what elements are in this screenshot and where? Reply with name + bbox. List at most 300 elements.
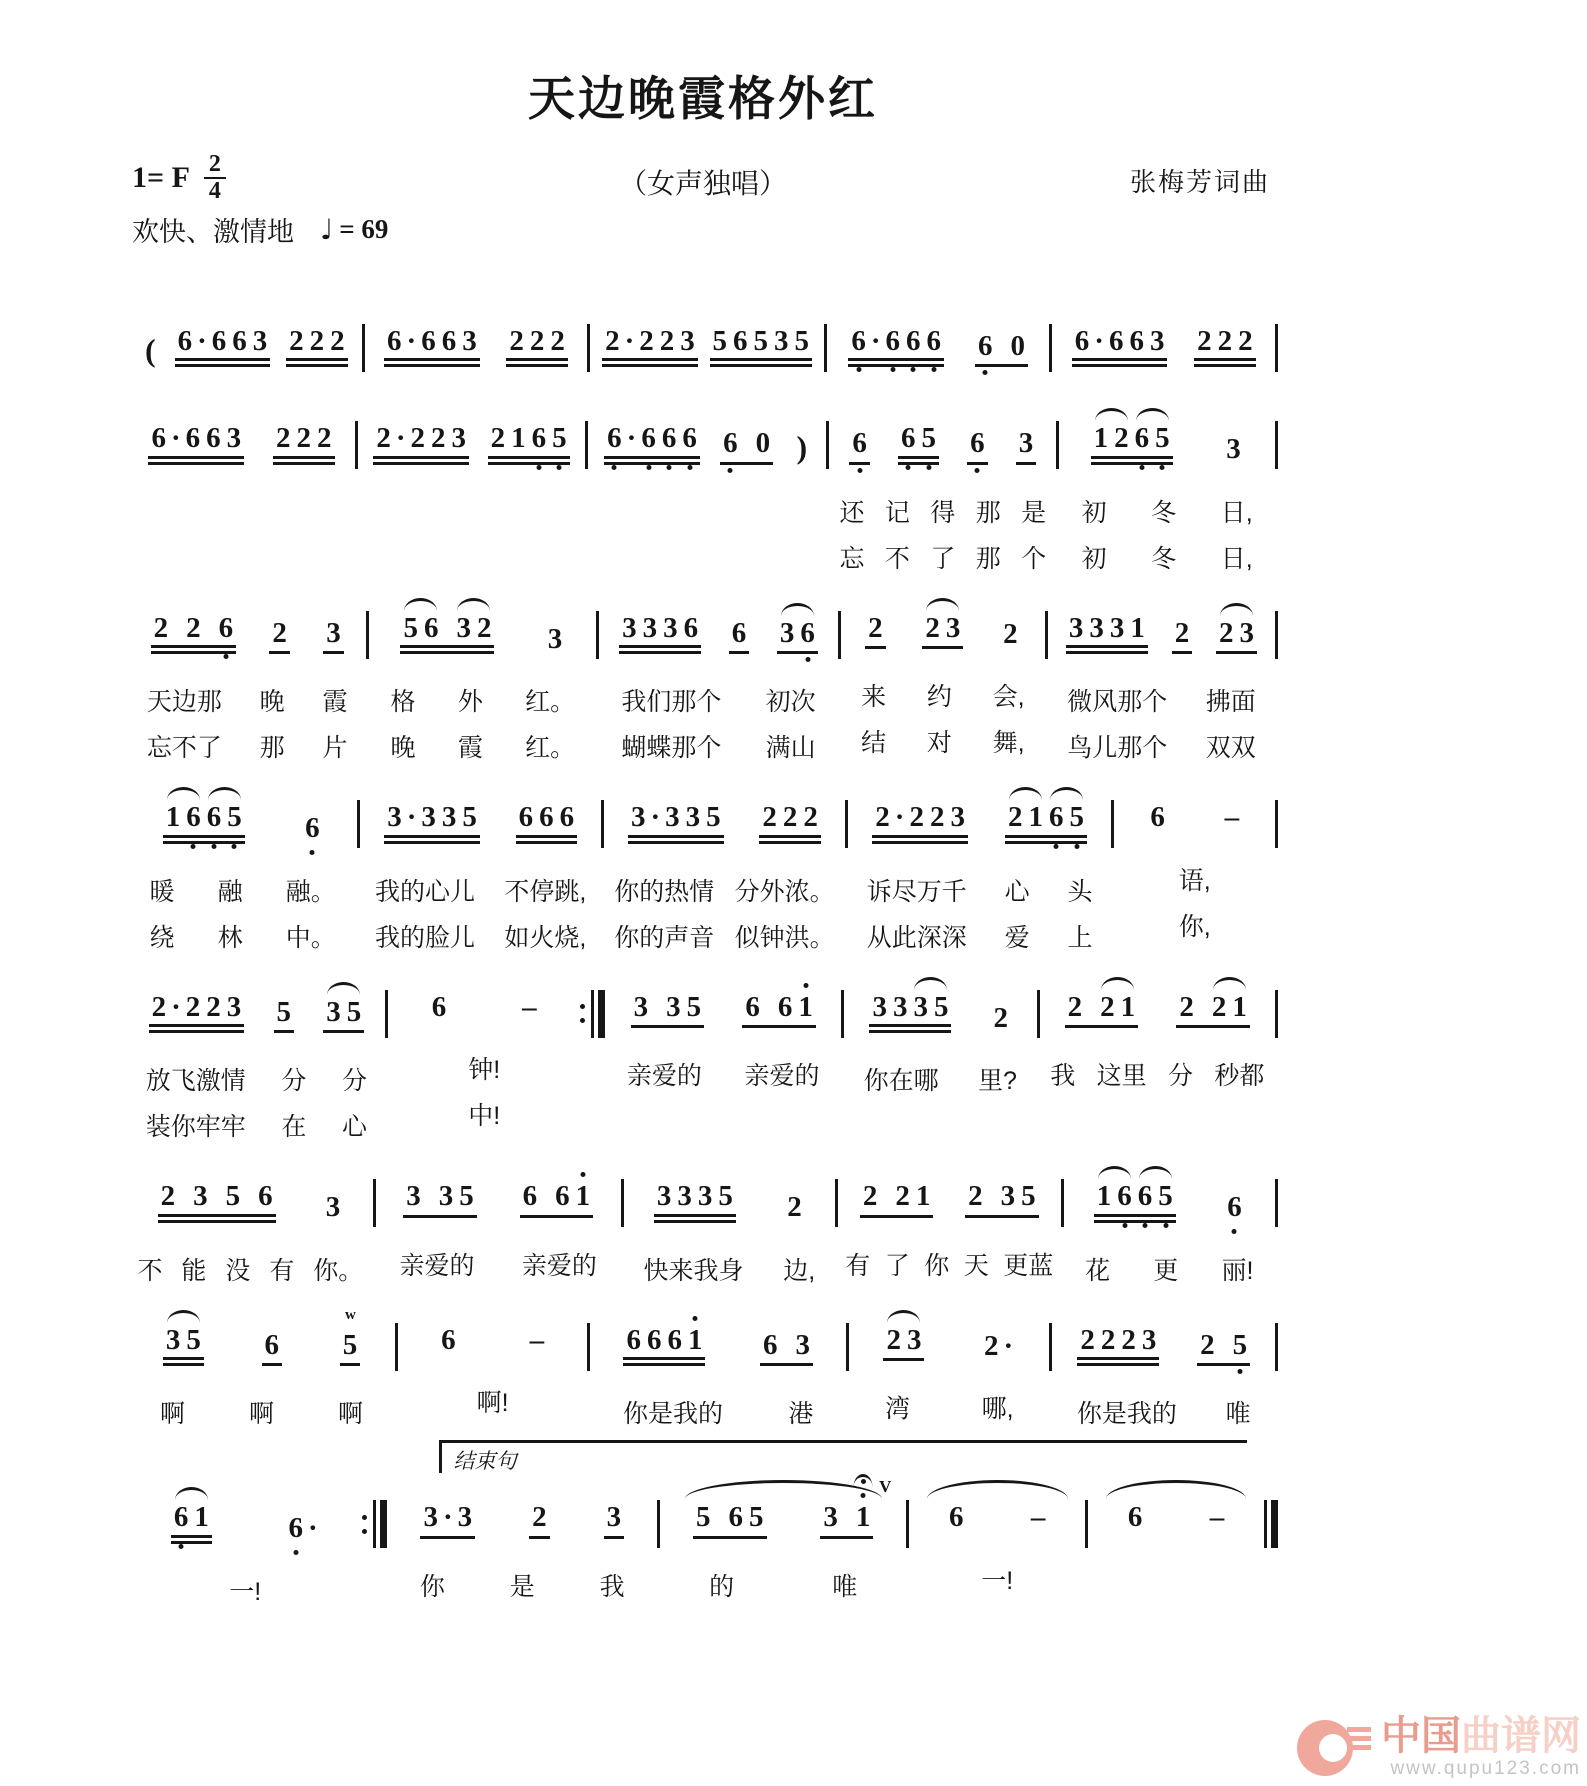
note: 3 [325, 1191, 341, 1224]
barline [362, 1500, 387, 1548]
note: 5 [462, 801, 477, 834]
note: 2 [160, 1180, 176, 1213]
measure-notes [360, 776, 601, 861]
system [128, 776, 1278, 953]
measure [599, 587, 837, 764]
note: 1 [1093, 422, 1109, 455]
note-beam-group [323, 997, 364, 1033]
note: 2 [1100, 1323, 1116, 1356]
note: 6 [949, 1501, 964, 1534]
note: 6 [728, 1501, 744, 1534]
note: 6 [745, 990, 760, 1023]
note: 2 [532, 1501, 547, 1534]
measure [1048, 587, 1275, 764]
note-beam-group [175, 326, 271, 361]
lyric-syllable: 的 [709, 1572, 735, 1601]
note-group [793, 431, 810, 465]
note: · [406, 325, 417, 357]
lyric-syllable: 中。 [285, 923, 336, 952]
measure-notes [1114, 776, 1275, 850]
note-group [269, 618, 290, 654]
note-beam-group [1094, 1181, 1176, 1216]
measure-notes [909, 1476, 1085, 1550]
measure-notes [590, 1299, 846, 1384]
composer-credit: 张梅芳词曲 [1129, 167, 1270, 197]
lyric-syllable: 我的脸儿 [374, 923, 475, 952]
note: 6 [1224, 1192, 1245, 1222]
note: 6 [216, 613, 237, 643]
measure [1064, 1155, 1275, 1286]
barline-thin [1275, 990, 1278, 1038]
lyric-line-2 [1048, 728, 1275, 764]
lyric-syllable: 里? [977, 1067, 1017, 1096]
note [171, 613, 183, 643]
lyric-syllable: 不 [884, 544, 910, 573]
note-beam-group [619, 613, 701, 648]
lyric-syllable: 片 [322, 734, 348, 763]
lyric-syllable: 亲爱的 [399, 1251, 475, 1280]
note: 6 [302, 813, 323, 843]
note: 2 [185, 990, 201, 1023]
note-group [820, 1477, 892, 1538]
note: 2 [984, 1329, 999, 1362]
note: · [197, 325, 207, 357]
measure [844, 966, 1037, 1143]
note-beam-group [149, 992, 245, 1027]
lyric-syllable: 更 [1153, 1256, 1179, 1285]
note: 6 [646, 1323, 662, 1356]
note: 2 [1067, 990, 1083, 1023]
note-group [602, 326, 698, 367]
lyric-syllable: 霞 [322, 688, 348, 717]
note-group [604, 1502, 625, 1538]
quarter-note-icon: ♩ [320, 213, 334, 246]
measure-notes [829, 397, 1056, 482]
note-beam-group [631, 992, 705, 1028]
note: 6 [733, 325, 748, 357]
note: 2 [431, 422, 446, 455]
measure-notes [605, 966, 840, 1046]
brand-name-strong: 中国 [1381, 1714, 1461, 1758]
lyric-syllable: 绕 [149, 923, 175, 952]
note: 6 [431, 990, 447, 1023]
lyric-line-2 [128, 539, 355, 575]
barline [1275, 1179, 1278, 1227]
note-beam-group [488, 423, 570, 458]
watermark-url: www.qupu123.com [1390, 1758, 1581, 1779]
lyric-line-1 [128, 682, 366, 718]
lyric-syllable: 亲爱的 [744, 1062, 820, 1091]
note: 2 [296, 422, 312, 455]
lyric-syllable: 装你牢牢 [145, 1113, 246, 1142]
brand-logo-icon [1297, 1720, 1353, 1776]
tie [1091, 423, 1132, 453]
lyric-line-1 [909, 1561, 1085, 1597]
note-beam-group [163, 1325, 204, 1360]
note: 2 [886, 1323, 901, 1356]
note-group [965, 1181, 1039, 1217]
lyric-line-1 [841, 677, 1045, 713]
lyric-syllable: 上 [1067, 923, 1093, 952]
note: 6 [171, 1502, 192, 1532]
measure-notes [841, 587, 1045, 667]
note: · [442, 1501, 453, 1534]
note: 2 [1238, 325, 1253, 357]
note [1197, 992, 1209, 1022]
lyric-syllable: 初 [1081, 498, 1107, 527]
lyric-syllable: 你是我的 [1076, 1400, 1177, 1429]
lyric-syllable: 不停跳, [504, 877, 587, 906]
note: 3 [421, 801, 436, 834]
note: 6 [204, 802, 225, 832]
ending-bracket [439, 1440, 1247, 1473]
note: 3 [656, 1180, 672, 1213]
measure [128, 1155, 373, 1286]
note-group [323, 1192, 344, 1222]
note-beam-group [946, 1502, 967, 1532]
tie [1005, 802, 1046, 832]
note-beam-group [1072, 326, 1168, 361]
note: 2 [1121, 1323, 1136, 1356]
barline-thin [373, 1500, 376, 1548]
note-beam-group [506, 326, 568, 361]
note-group [340, 1306, 361, 1366]
note: 3 [950, 801, 965, 834]
note: 2 [1080, 1323, 1095, 1356]
lyric-line-2 [848, 918, 1112, 954]
note: 3 [226, 990, 242, 1023]
note-group [991, 1003, 1012, 1033]
note-group [545, 624, 566, 654]
note-beam-group [1066, 613, 1148, 648]
lyric-syllable: 忘 [839, 544, 865, 573]
note: 5 [1152, 423, 1173, 453]
lyric-line-1 [128, 1394, 395, 1430]
note: 6 [258, 1180, 273, 1213]
note-beam-group [323, 1192, 344, 1222]
note-beam-group [1028, 1502, 1049, 1532]
lyric-syllable: 融 [217, 877, 243, 906]
note: 3 [945, 611, 961, 644]
note: 2 [762, 801, 777, 834]
note: 2 [272, 616, 287, 649]
measure-notes [365, 300, 588, 385]
note: 3 [892, 990, 908, 1023]
barline-thin [1275, 800, 1278, 848]
lyric-syllable: 湾 [885, 1395, 911, 1424]
measure-notes [128, 966, 385, 1051]
watermark-text [1381, 1716, 1581, 1780]
tie [883, 1325, 924, 1355]
note: 2 [1174, 616, 1190, 649]
measure-notes [369, 587, 596, 672]
note-beam-group [1077, 1325, 1159, 1360]
measure-notes [376, 1155, 621, 1235]
measure-notes [599, 587, 837, 672]
lyric-syllable: 一! [229, 1577, 262, 1606]
note: 1 [915, 1180, 931, 1213]
note-group [163, 802, 245, 843]
note-group [1072, 326, 1168, 367]
tie [323, 997, 364, 1027]
note: 2 [1197, 325, 1212, 357]
measure-notes [1040, 966, 1275, 1046]
note: 6 [924, 326, 945, 356]
note-beam-group [403, 1181, 477, 1217]
note-group [151, 613, 237, 654]
note: 5 [933, 990, 949, 1023]
note: 1 [685, 1325, 706, 1355]
note-beam-group [302, 813, 323, 843]
barline-thick [380, 1500, 387, 1548]
lyric-syllable: 了 [884, 1251, 910, 1280]
note: 3 [680, 325, 695, 357]
lyric-syllable: 没 [225, 1256, 251, 1285]
measure-notes [1052, 1299, 1275, 1384]
lyric-line-2 [128, 918, 357, 954]
note: 2 [1007, 801, 1023, 834]
lyric-line-2 [599, 728, 837, 764]
note-beam-group [429, 992, 450, 1022]
note-beam-group [1065, 992, 1139, 1028]
note-group [946, 1502, 967, 1532]
lyric-syllable: 蝴蝶那个 [621, 734, 722, 763]
tie [163, 1325, 204, 1355]
breath-mark: V [879, 1477, 892, 1497]
lyric-syllable: 分 [342, 1067, 368, 1096]
note: 6 [720, 428, 741, 458]
barline [580, 990, 605, 1038]
note: 3 [622, 611, 637, 644]
note-group [1125, 1502, 1146, 1532]
lyric-syllable: 啊 [338, 1400, 364, 1429]
lyric-line-1 [605, 1056, 840, 1092]
lyric-syllable: 哪, [981, 1395, 1014, 1424]
tie [163, 802, 204, 832]
note-beam-group [1216, 618, 1257, 654]
lyric-syllable: 这里 [1096, 1062, 1147, 1091]
lyric-syllable: 边, [783, 1256, 816, 1285]
measure [1114, 776, 1275, 942]
note: 6 [1074, 325, 1090, 357]
note: 6 [264, 1328, 280, 1361]
tie [922, 613, 963, 643]
note-beam-group [274, 997, 295, 1033]
note: 5 [346, 995, 362, 1028]
measure [369, 587, 596, 764]
note-group [1224, 1192, 1245, 1222]
note-beam-group [519, 992, 540, 1022]
lyric-syllable: 晚 [390, 734, 416, 763]
lyric-syllable: 记 [884, 498, 910, 527]
measure-notes [844, 966, 1037, 1051]
note: 6 [777, 990, 793, 1023]
lyric-syllable: 从此深深 [866, 923, 967, 952]
system [128, 397, 1278, 574]
lyric-syllable: 有 [845, 1251, 871, 1280]
note: 5 [712, 325, 728, 357]
note: 6 [1046, 802, 1067, 832]
note: 2 [895, 1180, 910, 1213]
note: 1 V [853, 1502, 874, 1532]
note: ) [796, 429, 808, 466]
lyric-line-2 [388, 1096, 581, 1132]
note: 3 [326, 616, 341, 649]
lyric-syllable: 唯 [832, 1572, 858, 1601]
note: 6 [206, 422, 221, 455]
lyric-syllable: 会, [992, 683, 1025, 712]
lyric-syllable: 来 [861, 683, 887, 712]
note: 3 [423, 1501, 438, 1534]
note-group [742, 992, 816, 1028]
note: 3 [606, 1501, 622, 1534]
lyric-syllable: 我们那个 [621, 688, 722, 717]
note-group [373, 423, 469, 464]
note-group [285, 1513, 319, 1543]
note-group [1066, 613, 1148, 654]
note-beam-group [759, 802, 821, 837]
tie [1094, 1181, 1135, 1211]
lyric-syllable: 心 [1004, 877, 1030, 906]
note: 3 [1068, 611, 1084, 644]
note-group [865, 613, 886, 649]
note: 2 [309, 325, 325, 357]
note: 3 [665, 801, 680, 834]
note-beam-group [720, 428, 773, 464]
note-beam-group [1005, 802, 1087, 837]
note-group [784, 1192, 805, 1222]
note-group [527, 1325, 548, 1355]
measure [909, 1476, 1085, 1596]
note: 6 [1135, 1181, 1156, 1211]
note: 5 [276, 995, 291, 1028]
measure-notes [128, 397, 355, 482]
note-group [1207, 1502, 1228, 1532]
note: 3 [1109, 611, 1125, 644]
note-group [1194, 326, 1256, 367]
note: · [307, 1512, 318, 1545]
note: 3 [441, 801, 457, 834]
note: 6 [683, 611, 699, 644]
note [424, 1181, 436, 1211]
note: 6 [848, 326, 869, 356]
note: 6 [211, 325, 227, 357]
note: 2 [639, 325, 654, 357]
note: 3 [913, 990, 928, 1023]
lyric-line-1 [848, 872, 1112, 908]
measure-notes [1048, 587, 1275, 672]
note-group [142, 331, 159, 368]
lyric-syllable: 那 [259, 734, 285, 763]
lyric-syllable: 似钟洪。 [734, 923, 835, 952]
measure-notes [128, 1299, 395, 1384]
lyric-line-2 [588, 539, 826, 575]
watermark [1297, 1716, 1581, 1780]
note-beam-group [975, 331, 1028, 367]
note: 2 [186, 611, 201, 644]
note: 5 [749, 1501, 764, 1534]
note: 6 [604, 423, 625, 453]
note: 6 [903, 326, 924, 356]
note: 6 [232, 325, 247, 357]
tie [1209, 992, 1250, 1022]
note: 6 [518, 801, 534, 834]
note: 2 [1211, 990, 1227, 1023]
note: 6 [1114, 1181, 1135, 1211]
note-beam-group [384, 326, 480, 361]
lyric-syllable: 晚 [259, 688, 285, 717]
note-group [869, 992, 951, 1033]
note-beam-group [158, 1181, 276, 1216]
note: 6 [967, 428, 988, 458]
lyric-syllable: 分 [281, 1067, 307, 1096]
barline-thin [1275, 1323, 1278, 1371]
lyric-line-1 [360, 872, 601, 908]
tie [1216, 618, 1257, 648]
note [880, 1181, 892, 1211]
note-group [720, 428, 773, 464]
note-group [619, 613, 701, 654]
note: 5 [753, 325, 769, 357]
note: 2 [875, 801, 890, 834]
note: 2 [782, 801, 798, 834]
note-beam-group [729, 618, 750, 654]
lyric-syllable: 有 [269, 1256, 295, 1285]
note-group [710, 326, 813, 367]
note-beam-group [981, 1331, 1015, 1361]
repeat-dot [362, 1515, 367, 1520]
lyric-syllable: 那 [975, 498, 1001, 527]
note-beam-group [742, 992, 816, 1028]
note: 5 [1155, 1181, 1176, 1211]
barline-thin [1275, 611, 1278, 659]
note-group [506, 326, 568, 367]
measure-notes [588, 397, 826, 482]
note-group [520, 1181, 594, 1217]
note: · [650, 801, 661, 834]
note: · [870, 325, 881, 357]
measure [128, 776, 357, 953]
note: 3 [823, 1501, 838, 1534]
time-signature [204, 152, 226, 204]
lyric-syllable: 你 [924, 1251, 950, 1280]
note: 6 [1108, 325, 1124, 357]
note-group [975, 331, 1028, 367]
lyric-syllable: 还 [839, 498, 865, 527]
note-group [323, 618, 344, 654]
note: 3 [451, 422, 466, 455]
note: 2 [659, 325, 675, 357]
note-group [302, 813, 323, 843]
note: 6 [177, 325, 193, 357]
note: · [170, 422, 181, 455]
note [441, 613, 453, 643]
note-group [274, 997, 295, 1033]
note: 1 [511, 422, 526, 455]
note: 2 [276, 422, 291, 455]
measure [841, 587, 1045, 759]
lyric-syllable: 鸟儿那个 [1067, 734, 1168, 763]
note: 6 [539, 801, 554, 834]
note: 6 [1150, 801, 1165, 834]
measure [588, 397, 826, 574]
measure [128, 300, 362, 385]
note-group [898, 423, 939, 464]
note-beam-group [545, 624, 566, 654]
lyric-syllable: 中! [468, 1102, 501, 1131]
measure-notes [660, 1476, 906, 1556]
note-beam-group [865, 613, 886, 649]
